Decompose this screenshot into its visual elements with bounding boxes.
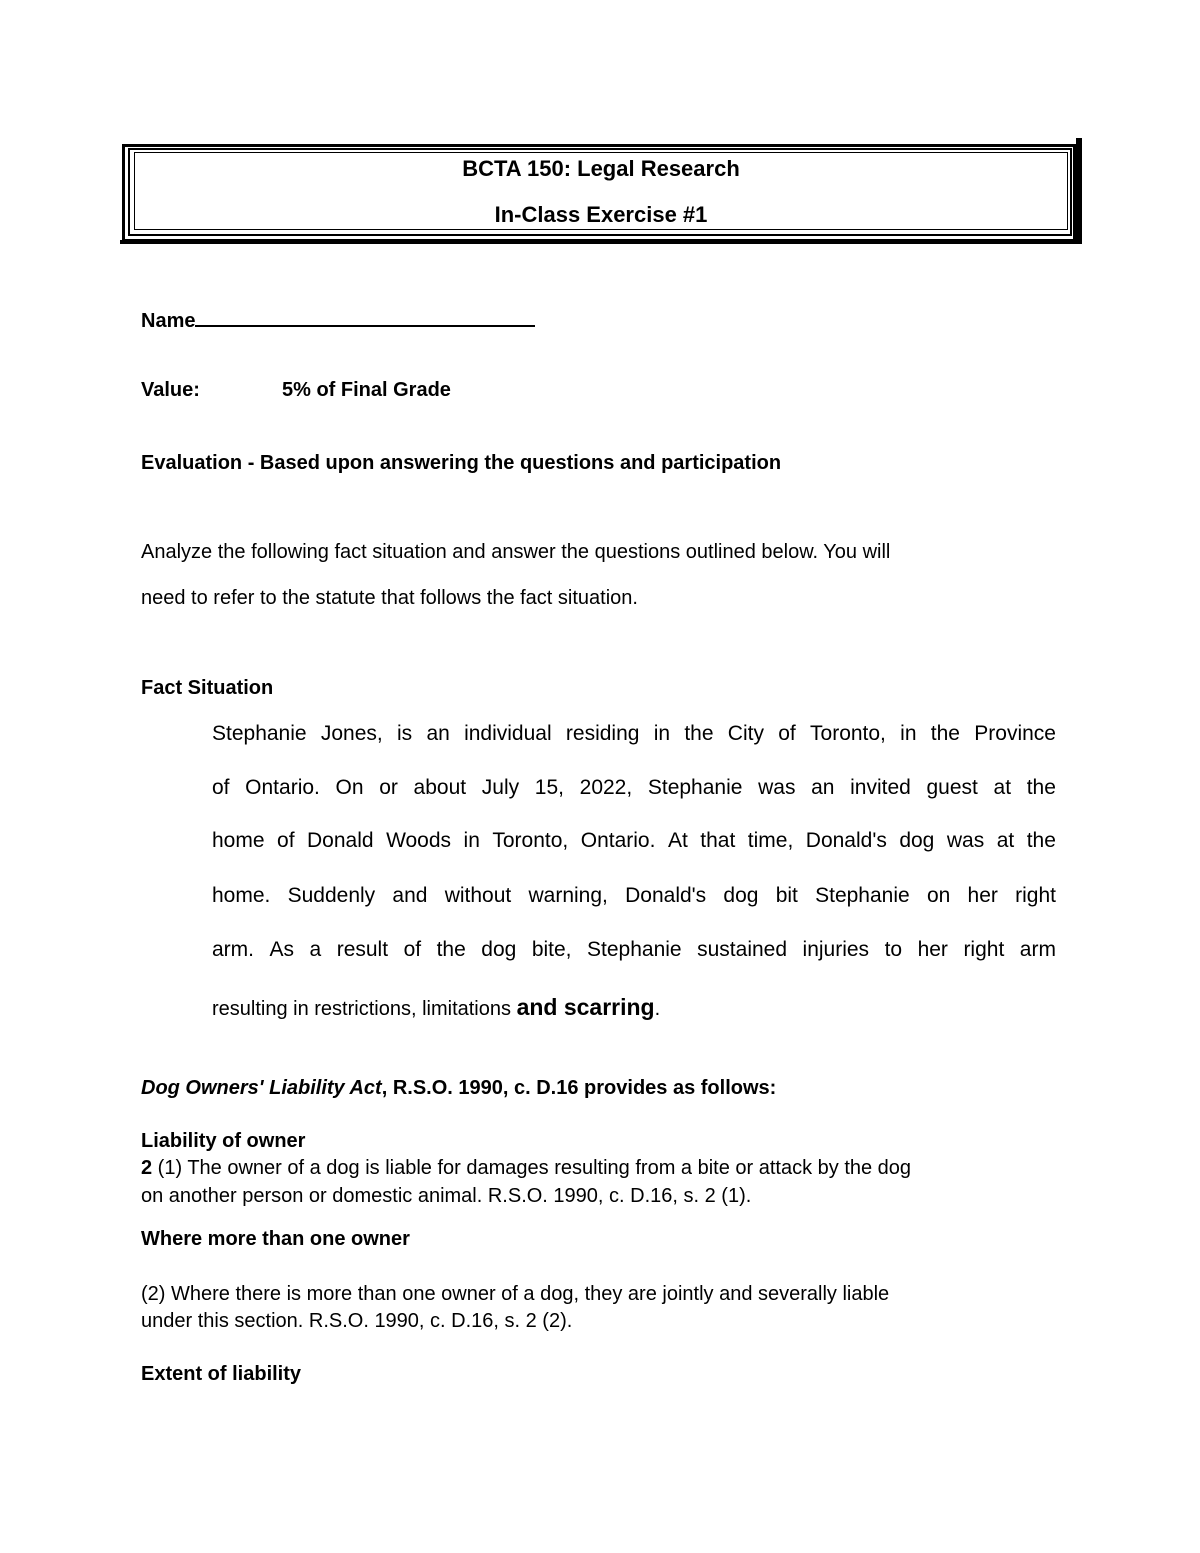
fact-line-1-text bbox=[212, 722, 1056, 746]
fact-line-2 bbox=[212, 776, 1056, 800]
document-title: BCTA 150: Legal Research bbox=[462, 156, 740, 181]
fact-word: Donald's bbox=[805, 829, 887, 852]
fact-word: that bbox=[700, 829, 736, 852]
section-2-line-2: under this section. R.S.O. 1990, c. D.16, s. 2 (2). bbox=[141, 1310, 573, 1332]
fact-emphasis: and scarring bbox=[516, 994, 655, 1020]
fact-word: was bbox=[946, 829, 985, 852]
fact-word: home. bbox=[212, 884, 271, 907]
fact-word: City bbox=[727, 722, 764, 745]
fact-word: sustained bbox=[697, 938, 788, 961]
section-1-heading: Liability of owner bbox=[141, 1130, 306, 1152]
name-row bbox=[141, 307, 535, 333]
fact-word: arm. bbox=[212, 938, 254, 961]
fact-word: Ontario. bbox=[580, 829, 656, 852]
fact-word: of bbox=[403, 938, 422, 961]
fact-word: the bbox=[684, 722, 714, 745]
fact-word: Stephanie bbox=[815, 884, 910, 907]
fact-word: 15, bbox=[534, 776, 564, 799]
fact-word: guest bbox=[926, 776, 978, 799]
fact-word: Stephanie bbox=[647, 776, 743, 799]
fact-line-6 bbox=[212, 994, 660, 1021]
section-1-line-1 bbox=[141, 1157, 911, 1180]
section-1-text: (1) The owner of a dog is liable for damages resulting from a bite or attack by the dog bbox=[152, 1157, 912, 1179]
fact-word: an bbox=[426, 722, 450, 745]
fact-line-1 bbox=[212, 722, 1056, 746]
fact-word: a bbox=[309, 938, 322, 961]
fact-word: and bbox=[392, 884, 428, 907]
fact-word: arm bbox=[1019, 938, 1056, 961]
intro-line-2: need to refer to the statute that follows the fact situation. bbox=[141, 587, 638, 609]
fact-word: Donald's bbox=[625, 884, 707, 907]
fact-word: her bbox=[967, 884, 998, 907]
fact-word: at bbox=[993, 776, 1012, 799]
section-1-number: 2 bbox=[141, 1157, 153, 1179]
fact-line-3-text bbox=[212, 829, 1056, 853]
fact-word: of bbox=[277, 829, 295, 852]
fact-word: was bbox=[758, 776, 796, 799]
fact-word: Ontario. bbox=[245, 776, 320, 799]
document-subtitle: In-Class Exercise #1 bbox=[494, 202, 708, 227]
fact-word: injuries bbox=[802, 938, 870, 961]
fact-line-3 bbox=[212, 829, 1056, 853]
fact-word: in bbox=[900, 722, 917, 745]
fact-word: at bbox=[996, 829, 1015, 852]
name-label: Name bbox=[141, 310, 196, 332]
fact-line-2-text bbox=[212, 776, 1056, 800]
fact-word: Stephanie bbox=[212, 722, 307, 745]
section-2-heading: Where more than one owner bbox=[141, 1228, 410, 1250]
fact-line-4-text bbox=[212, 884, 1056, 908]
evaluation-text: Evaluation - Based upon answering the questions and participation bbox=[141, 452, 782, 474]
fact-word: about bbox=[413, 776, 467, 799]
intro-line-1: Analyze the following fact situation and answer the questions outlined below. You will bbox=[141, 541, 891, 563]
section-3-heading: Extent of liability bbox=[141, 1363, 302, 1385]
fact-word: Toronto, bbox=[810, 722, 886, 745]
fact-word: Suddenly bbox=[287, 884, 376, 907]
fact-word: Woods bbox=[386, 829, 452, 852]
fact-word: residing bbox=[565, 722, 640, 745]
fact-word: is bbox=[397, 722, 413, 745]
fact-word: to bbox=[884, 938, 903, 961]
fact-word: home bbox=[212, 829, 265, 852]
fact-word: 2022, bbox=[579, 776, 633, 799]
fact-word: right bbox=[963, 938, 1005, 961]
name-blank-line bbox=[195, 307, 535, 327]
act-heading bbox=[141, 1077, 776, 1100]
fact-word: July bbox=[481, 776, 520, 799]
fact-word: of bbox=[212, 776, 230, 799]
fact-word: of bbox=[778, 722, 796, 745]
fact-line-6-start: resulting in restrictions, limitations bbox=[212, 998, 517, 1020]
fact-word: on bbox=[926, 884, 951, 907]
fact-line-6-end: . bbox=[654, 998, 661, 1020]
value-label: Value: bbox=[141, 379, 200, 401]
fact-word: At bbox=[667, 829, 688, 852]
fact-line-5-text bbox=[212, 938, 1056, 962]
fact-word: an bbox=[811, 776, 835, 799]
fact-word: the bbox=[930, 722, 960, 745]
value-text: 5% of Final Grade bbox=[282, 379, 451, 401]
fact-word: or bbox=[379, 776, 398, 799]
fact-word: time, bbox=[747, 829, 794, 852]
fact-word: dog bbox=[481, 938, 517, 961]
fact-word: Toronto, bbox=[492, 829, 569, 852]
fact-word: As bbox=[269, 938, 295, 961]
header-box bbox=[120, 138, 1082, 244]
fact-word: without bbox=[444, 884, 512, 907]
fact-word: the bbox=[1026, 776, 1056, 799]
fact-word: the bbox=[436, 938, 466, 961]
fact-word: dog bbox=[723, 884, 759, 907]
fact-line-4 bbox=[212, 884, 1056, 908]
section-1-line-2: on another person or domestic animal. R.S.O. 1990, c. D.16, s. 2 (1). bbox=[141, 1185, 752, 1207]
fact-word: her bbox=[917, 938, 948, 961]
fact-word: Jones, bbox=[320, 722, 383, 745]
fact-heading: Fact Situation bbox=[141, 677, 274, 699]
fact-word: in bbox=[653, 722, 671, 745]
fact-word: individual bbox=[464, 722, 552, 745]
fact-word: bit bbox=[775, 884, 798, 907]
fact-line-5 bbox=[212, 938, 1056, 962]
fact-word: dog bbox=[899, 829, 935, 852]
fact-word: bite, bbox=[531, 938, 572, 961]
fact-word: invited bbox=[850, 776, 911, 799]
fact-word: Province bbox=[974, 722, 1056, 745]
header-shadow-right bbox=[1076, 138, 1082, 244]
fact-word: right bbox=[1015, 884, 1056, 907]
fact-word: the bbox=[1026, 829, 1056, 852]
fact-word: On bbox=[335, 776, 364, 799]
act-title: Dog Owners' Liability Act bbox=[141, 1077, 382, 1099]
fact-word: warning, bbox=[528, 884, 608, 907]
fact-word: in bbox=[463, 829, 480, 852]
fact-word: result bbox=[336, 938, 389, 961]
act-citation: , R.S.O. 1990, c. D.16 provides as follows: bbox=[381, 1077, 777, 1099]
fact-word: Stephanie bbox=[587, 938, 682, 961]
fact-word: Donald bbox=[307, 829, 374, 852]
section-2-line-1: (2) Where there is more than one owner of a dog, they are jointly and severally liable bbox=[141, 1283, 890, 1305]
